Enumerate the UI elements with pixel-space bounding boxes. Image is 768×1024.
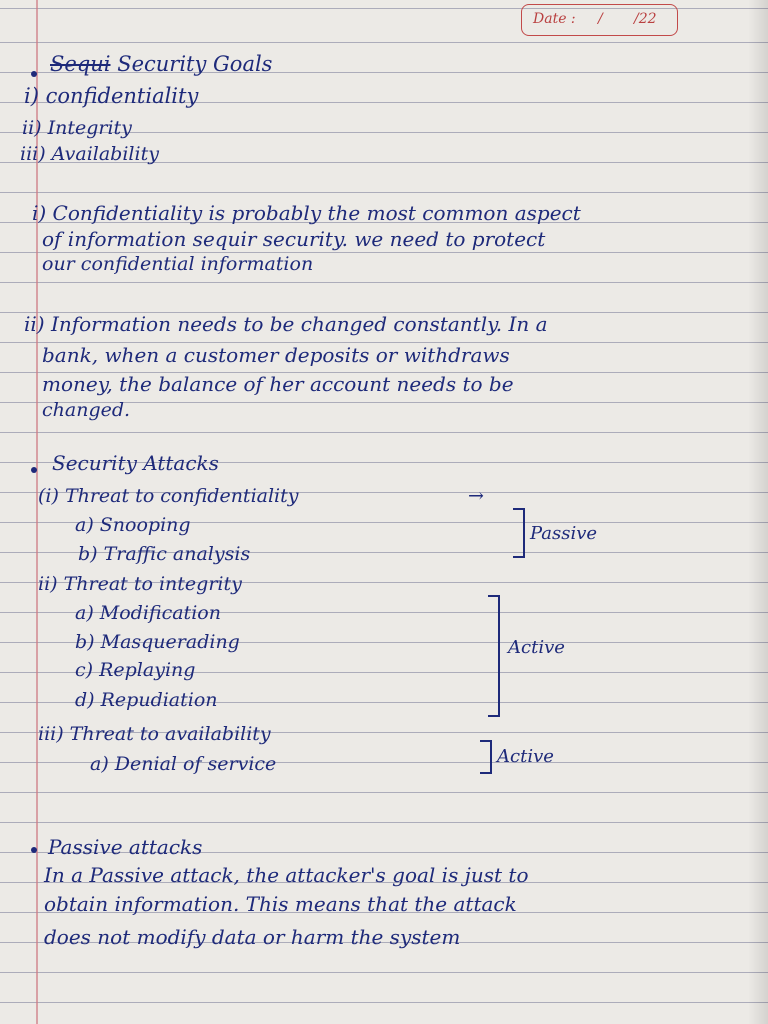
security-goals-title: Security Goals <box>117 52 273 76</box>
attack-line: c) Replaying <box>75 659 196 681</box>
date-slash-year: /22 <box>634 11 657 27</box>
attack-line: ii) Threat to integrity <box>38 573 242 595</box>
date-slash-day: / <box>598 11 603 27</box>
paragraph-line: ii) Information needs to be changed constantly. In a <box>24 312 548 336</box>
attack-line: b) Masquerading <box>75 631 240 653</box>
paragraph-line: bank, when a customer deposits or withdraws <box>42 343 510 367</box>
attack-line: (i) Threat to confidentiality <box>38 485 299 507</box>
paragraph-line: our confidential information <box>42 253 314 275</box>
threat-arrow: → <box>468 485 484 507</box>
paragraph-line: changed. <box>42 399 131 421</box>
bullet <box>31 71 37 77</box>
attack-line: a) Modification <box>75 602 221 624</box>
active-bracket <box>488 595 500 717</box>
passive-attacks-title: Passive attacks <box>48 835 203 859</box>
struck-word: Sequi <box>50 52 111 76</box>
paragraph-line: does not modify data or harm the system <box>44 925 461 949</box>
attack-line: iii) Threat to availability <box>38 723 271 745</box>
passive-bracket <box>513 508 525 558</box>
date-box <box>521 4 678 36</box>
bullet <box>31 847 37 853</box>
goal-item: ii) Integrity <box>22 117 132 139</box>
paragraph-line: of information sequir security. we need to protect <box>42 227 546 251</box>
goal-item: iii) Availability <box>20 143 159 165</box>
active-label: Active <box>497 746 554 767</box>
attack-line: b) Traffic analysis <box>78 543 251 565</box>
paragraph-line: money, the balance of her account needs to be <box>42 372 514 396</box>
attack-line: a) Snooping <box>75 514 191 536</box>
paragraph-line: In a Passive attack, the attacker's goal is just to <box>44 863 529 887</box>
date-label: Date : <box>533 11 576 27</box>
security-goals-heading <box>50 53 272 75</box>
passive-label: Passive <box>530 523 598 544</box>
security-attacks-title: Security Attacks <box>52 451 219 475</box>
attack-line: a) Denial of service <box>90 753 277 775</box>
active-bracket <box>480 740 492 774</box>
goal-item: i) confidentiality <box>24 84 199 108</box>
bullet <box>31 467 37 473</box>
attack-line: d) Repudiation <box>75 689 218 711</box>
paragraph-line: i) Confidentiality is probably the most common aspect <box>32 201 581 225</box>
active-label: Active <box>508 637 565 658</box>
paragraph-line: obtain information. This means that the attack <box>44 892 517 916</box>
